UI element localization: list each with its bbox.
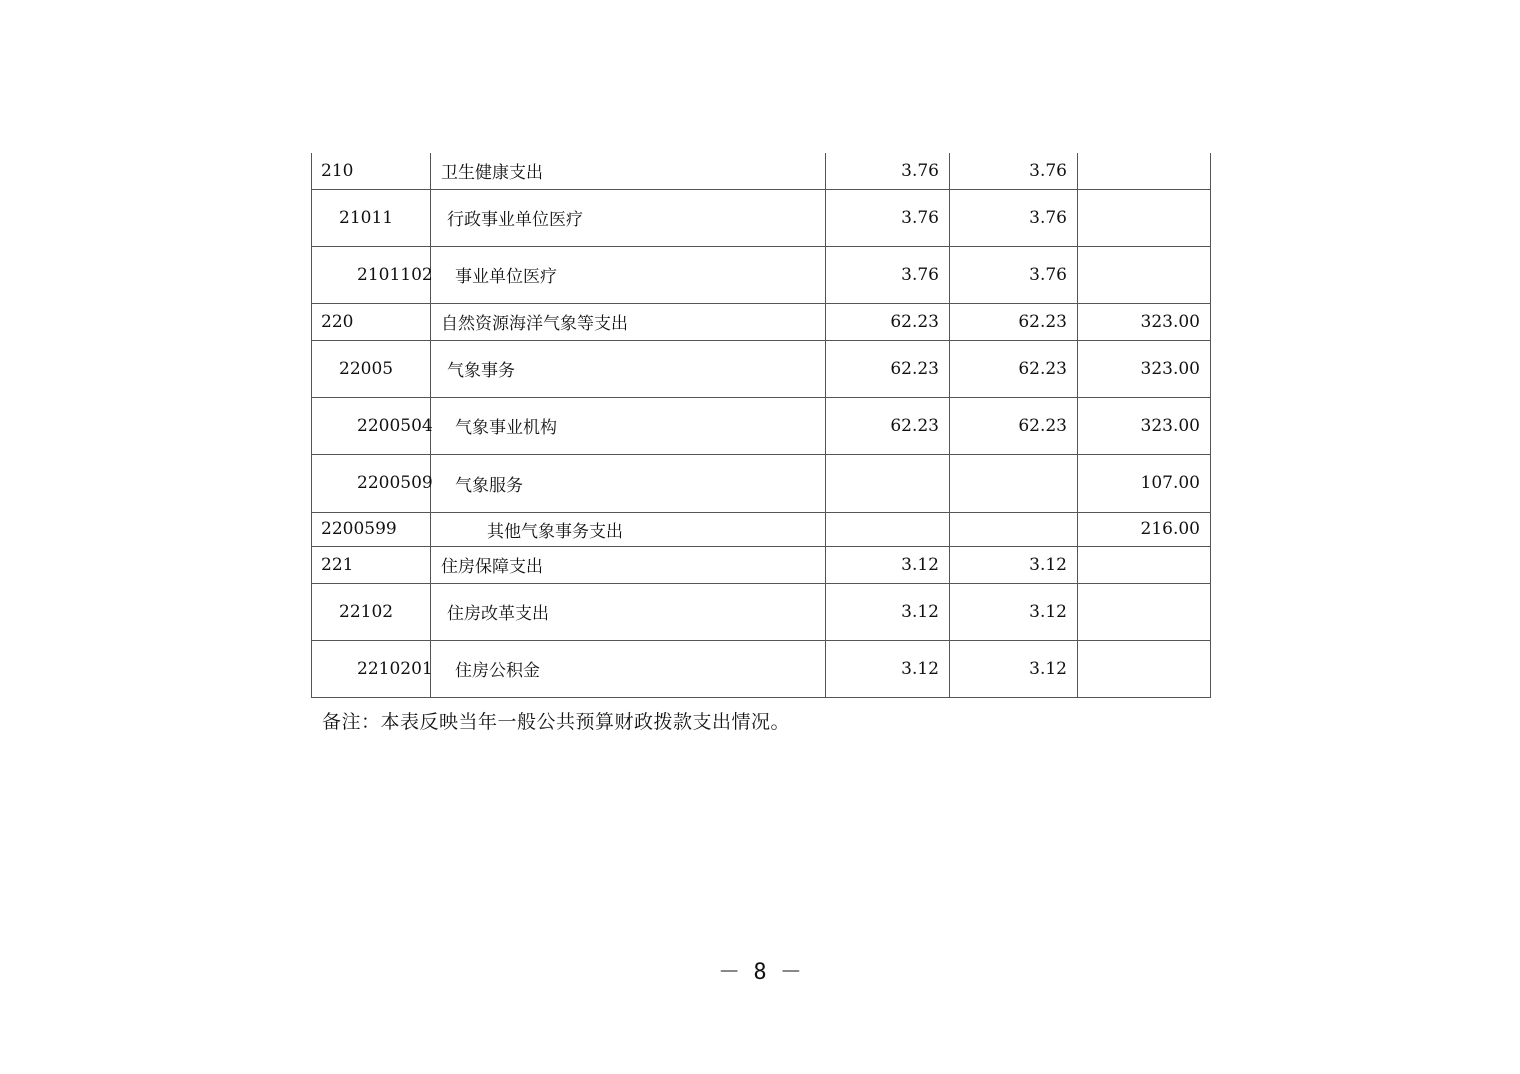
row-code: 22005: [312, 340, 431, 397]
row-col1: 62.23: [826, 397, 950, 454]
row-code: 2200509: [312, 454, 431, 512]
row-code: 21011: [312, 189, 431, 246]
row-col3: 323.00: [1078, 397, 1211, 454]
row-name: 气象事业机构: [431, 397, 826, 454]
row-col2: 62.23: [950, 340, 1078, 397]
row-code: 210: [312, 153, 431, 189]
row-col3: [1078, 640, 1211, 697]
row-col2: 3.76: [950, 246, 1078, 303]
row-name: 卫生健康支出: [431, 153, 826, 189]
row-col2: 3.76: [950, 153, 1078, 189]
row-code: 2210201: [312, 640, 431, 697]
row-col2: 3.12: [950, 546, 1078, 583]
row-name: 自然资源海洋气象等支出: [431, 303, 826, 340]
row-col2: 62.23: [950, 303, 1078, 340]
row-col1: 3.76: [826, 153, 950, 189]
table-footnote: 备注：本表反映当年一般公共预算财政拨款支出情况。: [322, 711, 791, 733]
row-col3: [1078, 246, 1211, 303]
row-code: 2101102: [312, 246, 431, 303]
row-col3: 323.00: [1078, 340, 1211, 397]
row-col2: [950, 454, 1078, 512]
table-row: [312, 340, 1211, 397]
row-col1: [826, 454, 950, 512]
table-row: [312, 640, 1211, 697]
row-name: 事业单位医疗: [431, 246, 826, 303]
row-col1: 3.76: [826, 246, 950, 303]
page-number: － 8 －: [718, 960, 802, 985]
row-name: 其他气象事务支出: [431, 512, 826, 546]
row-col2: 3.12: [950, 640, 1078, 697]
row-col3: 107.00: [1078, 454, 1211, 512]
row-col1: 62.23: [826, 340, 950, 397]
table-row: [312, 583, 1211, 640]
row-col3: 216.00: [1078, 512, 1211, 546]
row-col3: 323.00: [1078, 303, 1211, 340]
row-col1: 3.12: [826, 640, 950, 697]
row-col2: 3.12: [950, 583, 1078, 640]
row-name: 气象服务: [431, 454, 826, 512]
row-col1: [826, 512, 950, 546]
table-row: [312, 153, 1211, 189]
row-col1: 62.23: [826, 303, 950, 340]
budget-expenditure-table: [311, 153, 1211, 698]
table-row: [312, 397, 1211, 454]
row-col3: [1078, 583, 1211, 640]
row-name: 住房公积金: [431, 640, 826, 697]
row-code: 221: [312, 546, 431, 583]
row-col1: 3.76: [826, 189, 950, 246]
row-name: 住房保障支出: [431, 546, 826, 583]
table-row: [312, 246, 1211, 303]
table-row: [312, 546, 1211, 583]
row-code: 2200504: [312, 397, 431, 454]
table-row: [312, 189, 1211, 246]
row-col2: [950, 512, 1078, 546]
row-code: 2200599: [312, 512, 431, 546]
row-col3: [1078, 546, 1211, 583]
row-col3: [1078, 189, 1211, 246]
row-col2: 62.23: [950, 397, 1078, 454]
table-row: [312, 303, 1211, 340]
table-row: [312, 512, 1211, 546]
row-name: 住房改革支出: [431, 583, 826, 640]
row-col3: [1078, 153, 1211, 189]
table-row: [312, 454, 1211, 512]
row-name: 气象事务: [431, 340, 826, 397]
row-code: 22102: [312, 583, 431, 640]
row-col1: 3.12: [826, 546, 950, 583]
row-col2: 3.76: [950, 189, 1078, 246]
row-name: 行政事业单位医疗: [431, 189, 826, 246]
row-col1: 3.12: [826, 583, 950, 640]
row-code: 220: [312, 303, 431, 340]
